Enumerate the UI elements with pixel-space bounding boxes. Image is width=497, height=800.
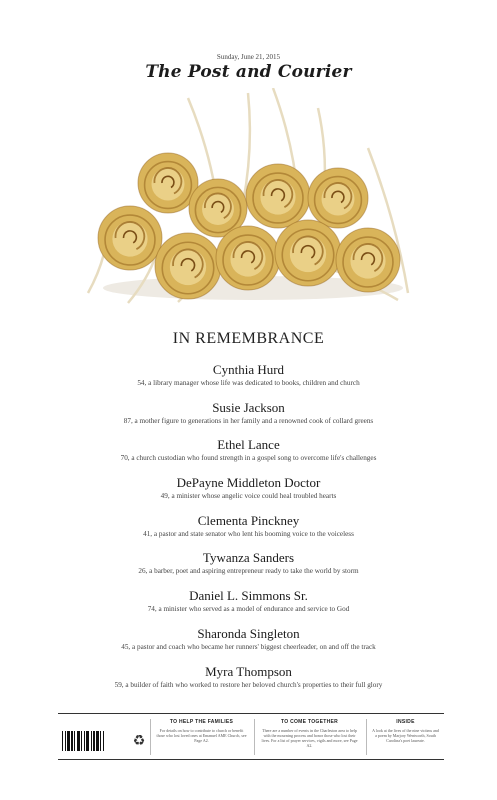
barcode-bar (81, 731, 82, 751)
victim-description: 49, a minister whose angelic voice could heal troubled hearts (160, 492, 337, 501)
palmetto-rose (155, 233, 221, 299)
palmetto-rose (98, 206, 162, 270)
memorial-entry (0, 550, 497, 588)
barcode-bar (77, 731, 80, 751)
recycle-icon: ♻ (132, 733, 146, 749)
victim-description: 59, a builder of faith who worked to restore her beloved church's properties to their full glory (114, 680, 383, 689)
help-families-column (150, 719, 252, 755)
column-title: TO HELP THE FAMILIES (169, 719, 234, 725)
memorial-entry (0, 664, 497, 702)
victim-description: 54, a library manager whose life was dedicated to books, children and church (137, 379, 360, 387)
memorial-entry (0, 362, 497, 400)
victim-name: Ethel Lance (217, 437, 280, 453)
palmetto-roses-photo (68, 88, 433, 308)
victim-name: Sharonda Singleton (197, 625, 300, 641)
column-text: For details on how to contribute to church or benefit those who lost loved ones at Emanuel AME Church, see Page A2. (156, 728, 247, 743)
victim-description: 41, a pastor and state senator who lent his booming voice to the voiceless (143, 529, 354, 538)
barcode-bar (96, 731, 99, 751)
barcode-bar (71, 731, 73, 751)
victim-name: Myra Thompson (205, 663, 292, 679)
palmetto-rose (308, 168, 368, 228)
palmetto-rose (336, 228, 400, 292)
newspaper-masthead: The Post and Courier (145, 62, 352, 82)
memorial-entry (0, 437, 497, 475)
memorial-list (0, 362, 497, 701)
column-title: INSIDE (396, 719, 415, 725)
victim-name: Cynthia Hurd (212, 362, 285, 377)
barcode-icon (61, 730, 123, 754)
palmetto-rose (275, 220, 341, 286)
palmetto-rose (246, 164, 310, 228)
inside-column (366, 719, 444, 755)
barcode-bar (86, 731, 89, 751)
victim-description: 87, a mother figure to generations in her family and a renowned cook of collard greens (123, 416, 374, 425)
come-together-column (254, 719, 364, 755)
memorial-entry (0, 588, 497, 626)
column-text: A look at the lives of the nine victims and a poem by Marjory Wentworth, South Carolina's poet laureate. (372, 728, 439, 743)
victim-description: 74, a minister who served as a model of endurance and service to God (147, 605, 350, 614)
victim-description: 70, a church custodian who found strength in a gospel song to overcome life's challenges (120, 454, 377, 463)
barcode-bar (93, 731, 95, 751)
page-heading: IN REMEMBRANCE (172, 330, 325, 347)
barcode-bar (84, 731, 85, 751)
victim-name: Susie Jackson (212, 399, 285, 415)
victim-name: Tywanza Sanders (202, 550, 295, 566)
memorial-entry (0, 475, 497, 513)
issue-date: Sunday, June 21, 2015 (216, 53, 281, 61)
memorial-entry (0, 626, 497, 664)
memorial-entry (0, 400, 497, 438)
victim-description: 26, a barber, poet and aspiring entrepreneur ready to take the world by storm (138, 567, 359, 576)
barcode-bar (91, 731, 92, 751)
palmetto-rose (216, 226, 280, 290)
barcode-bar (100, 731, 101, 751)
barcode-bar (62, 731, 63, 751)
barcode-bar (67, 731, 70, 751)
victim-name: Clementa Pinckney (197, 512, 300, 528)
victim-description: 45, a pastor and coach who became her runners' biggest cheerleader, on and off the track (121, 642, 376, 651)
barcode-bar (65, 731, 66, 751)
barcode-bar (74, 731, 75, 751)
memorial-entry (0, 513, 497, 551)
column-title: TO COME TOGETHER (280, 719, 339, 725)
column-text: There are a number of events in the Charleston area to help with the mourning process and honor those who lost their lives. For a list of prayer services, vigils and more, see Page A2. (261, 728, 358, 748)
footer-bar (58, 713, 444, 760)
victim-name: Daniel L. Simmons Sr. (189, 588, 308, 604)
barcode-bar (103, 731, 104, 751)
victim-name: DePayne Middleton Doctor (176, 475, 321, 491)
